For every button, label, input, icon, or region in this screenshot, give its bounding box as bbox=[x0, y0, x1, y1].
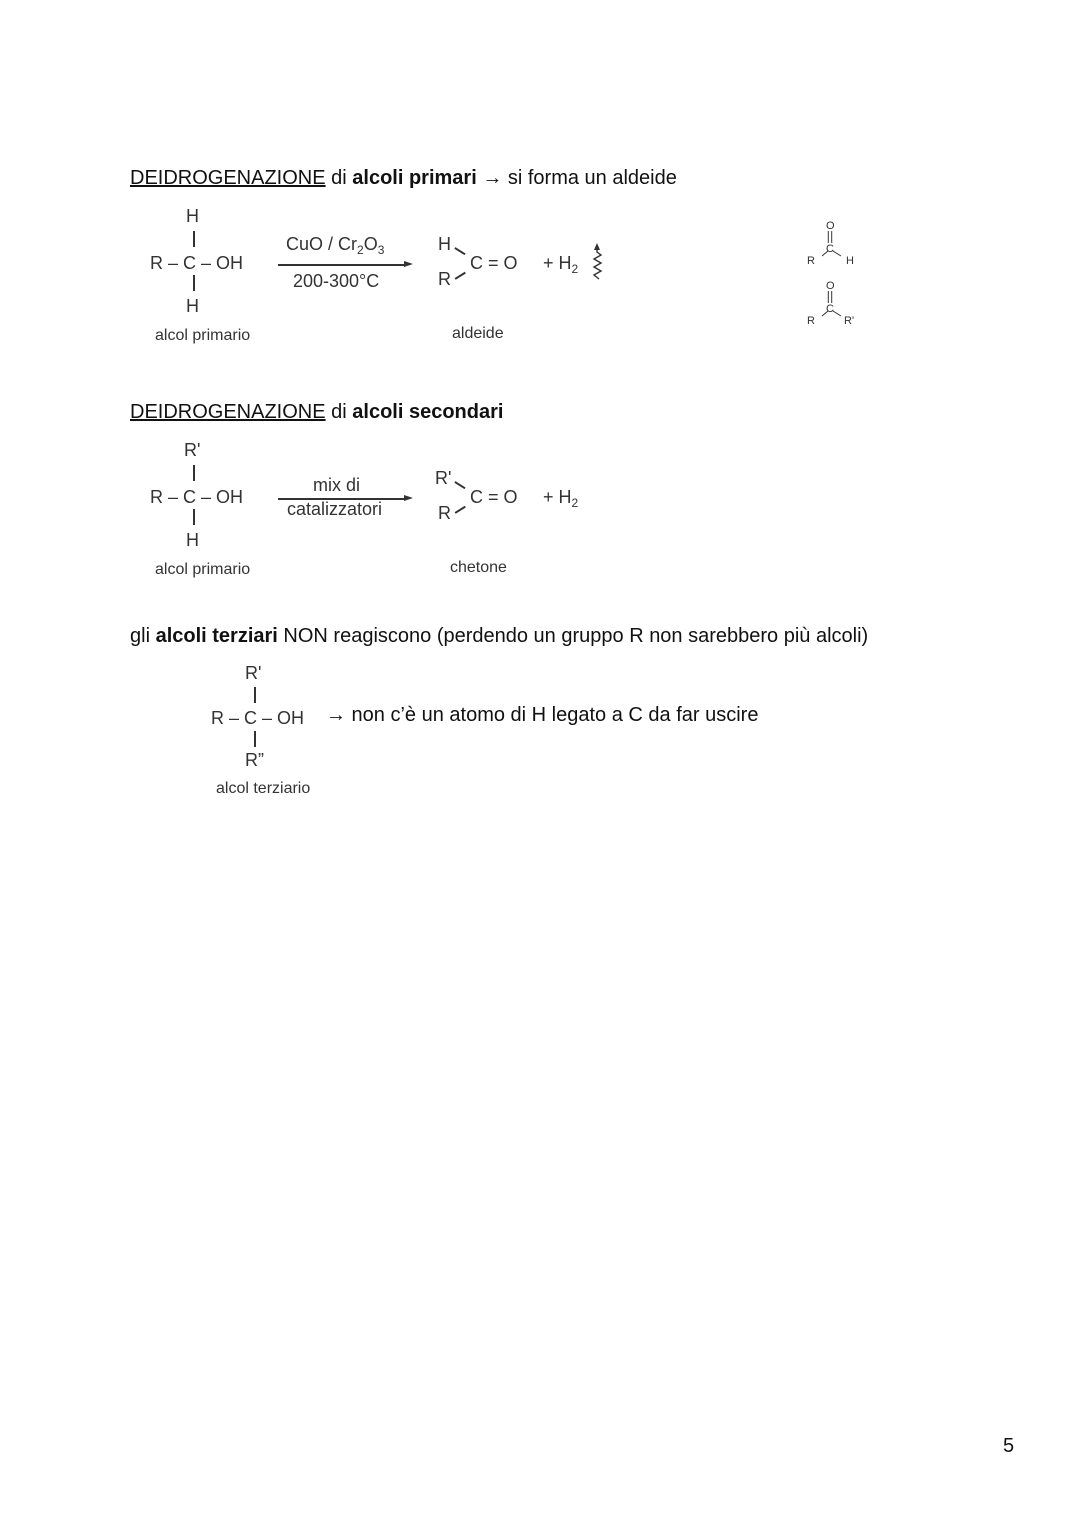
section2-heading bbox=[130, 400, 503, 424]
section1-byproduct-sub: 2 bbox=[571, 262, 579, 276]
section1-product-caption: aldeide bbox=[452, 325, 504, 342]
section3-text-rest: NON reagiscono (perdendo un gruppo R non sarebbero più alcoli) bbox=[277, 625, 869, 647]
section2-reactant-top: R' bbox=[184, 440, 201, 460]
section2-product-bond-lower bbox=[455, 506, 466, 514]
section2-heading-keyword: DEIDROGENAZIONE bbox=[130, 401, 326, 423]
section1-reactant-main: R – C – OH bbox=[150, 253, 244, 273]
section1-product-bond-upper bbox=[455, 247, 466, 255]
section1-cuo: CuO / Cr bbox=[286, 234, 358, 254]
section3-reactant-bond-top bbox=[254, 687, 256, 703]
section1-reactant-top: H bbox=[186, 206, 199, 226]
section1-product-bond-lower bbox=[455, 272, 466, 280]
section2-reactant-bond-top bbox=[193, 465, 195, 481]
section2-product-lower: R bbox=[438, 503, 451, 523]
section1-byproduct-h: + H bbox=[543, 253, 572, 273]
section2-product-caption: chetone bbox=[450, 559, 507, 576]
section1-reactant-bond-bottom bbox=[193, 275, 195, 291]
skeletal-ketone-r: R bbox=[807, 315, 815, 327]
skeletal-ketone-o: O bbox=[826, 280, 835, 292]
section2-reactant-bottom: H bbox=[186, 530, 199, 550]
section1-heading bbox=[130, 166, 677, 190]
section3-reactant-main: R – C – OH bbox=[211, 708, 305, 728]
section2-reactant-bond-bottom bbox=[193, 509, 195, 525]
section2-conditions-top: mix di bbox=[313, 475, 361, 495]
skeletal-ketone-r-prime: R' bbox=[844, 315, 855, 327]
section3-note: → non c’è un atomo di H legato a C da far uscire bbox=[326, 704, 759, 726]
section1-reactant-caption: alcol primario bbox=[155, 327, 251, 344]
section2-byproduct bbox=[543, 487, 579, 510]
section1-product-center: C = O bbox=[470, 253, 518, 273]
section2-reactant-caption: alcol primario bbox=[155, 561, 251, 578]
section1-reactant-bond-top bbox=[193, 231, 195, 247]
section1-o-sub: 3 bbox=[377, 243, 385, 257]
section3-reactant-bottom: R” bbox=[245, 750, 264, 770]
page-number: 5 bbox=[1003, 1435, 1015, 1457]
section1-conditions-top bbox=[286, 234, 385, 257]
section1-reactant-bottom: H bbox=[186, 296, 199, 316]
section3-reactant-caption: alcol terziario bbox=[216, 780, 311, 797]
section1-heading-di: di bbox=[325, 167, 353, 189]
skeletal-ketone-c: C bbox=[826, 303, 834, 315]
section1-heading-rest: → si forma un aldeide bbox=[476, 167, 677, 189]
section1-reaction-arrow-line bbox=[278, 264, 406, 266]
section2-reactant-main: R – C – OH bbox=[150, 487, 244, 507]
section2-conditions-bottom: catalizzatori bbox=[287, 499, 383, 519]
section3-text-pre: gli bbox=[130, 625, 156, 647]
section2-product-bond-upper bbox=[455, 481, 466, 489]
section3-reactant-top: R' bbox=[245, 663, 262, 683]
section1-product-lower: R bbox=[438, 269, 451, 289]
skeletal-aldehyde-r: R bbox=[807, 255, 815, 267]
skeletal-aldehyde-h: H bbox=[846, 255, 854, 267]
section1-cr-sub: 2 bbox=[357, 243, 364, 257]
section1-reaction-arrowhead bbox=[404, 261, 413, 267]
section3-text-bold: alcoli terziari bbox=[155, 625, 278, 647]
skeletal-aldehyde-o: O bbox=[826, 220, 835, 232]
section2-byproduct-h: + H bbox=[543, 487, 572, 507]
section2-heading-bold: alcoli secondari bbox=[352, 401, 504, 423]
gas-release-arrow-icon bbox=[593, 243, 607, 283]
section2-byproduct-sub: 2 bbox=[571, 496, 579, 510]
section1-product-upper: H bbox=[438, 234, 451, 254]
section3-reactant-bond-bottom bbox=[254, 731, 256, 747]
section1-conditions-bottom: 200-300°C bbox=[293, 271, 380, 291]
section1-heading-bold: alcoli primari bbox=[352, 167, 477, 189]
section2-heading-di: di bbox=[325, 401, 353, 423]
section1-heading-keyword: DEIDROGENAZIONE bbox=[130, 167, 326, 189]
skeletal-aldehyde-c: C bbox=[826, 243, 834, 255]
section2-reaction-arrowhead bbox=[404, 495, 413, 501]
section3-text bbox=[130, 624, 868, 648]
section2-product-upper: R' bbox=[435, 468, 452, 488]
section1-o: O bbox=[363, 234, 378, 254]
section2-product-center: C = O bbox=[470, 487, 518, 507]
section1-byproduct bbox=[543, 253, 579, 276]
